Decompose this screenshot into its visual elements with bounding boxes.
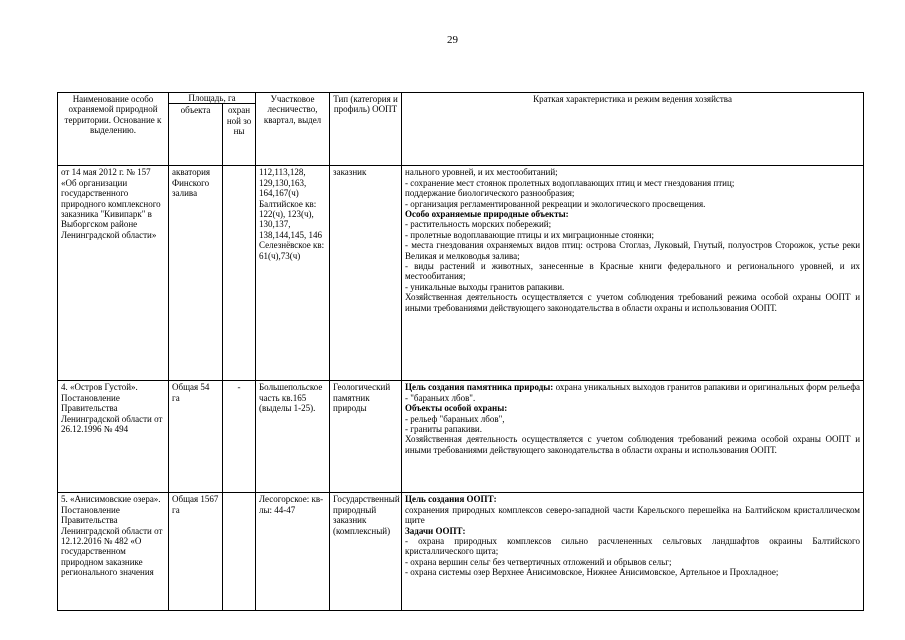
char-line: Хозяйственная деятельность осуществляется с учетом соблюдения требований режима особой охраны ООПТ и иными требованиями действующего законодательства в области охраны и использования ООПТ. bbox=[405, 292, 861, 313]
header-area: Площадь, га bbox=[169, 93, 256, 104]
char-line: Объекты особой охраны: bbox=[405, 403, 508, 414]
char-line: - охрана системы озер Верхнее Анисимовское, Нижнее Анисимовское, Артельное и Прохладное; bbox=[405, 567, 779, 578]
row-characteristics bbox=[402, 166, 864, 381]
row-type: Государственный природный заказник (комплексный) bbox=[330, 493, 402, 611]
row-characteristics bbox=[402, 493, 864, 611]
protected-areas-table bbox=[57, 92, 864, 611]
char-line: - места гнездования охраняемых видов птиц: острова Стоглаз, Луковый, Гнутый, полуостров Сторожок, устье реки Великая и мелководья залива; bbox=[405, 240, 861, 261]
char-line: поддержание биологического разнообразия; bbox=[405, 188, 575, 199]
char-line: - рельеф "бараньих лбов", bbox=[405, 413, 505, 424]
table-row bbox=[58, 166, 864, 381]
char-line: - охрана вершин сельг без четвертичных отложений и обрывов сельг; bbox=[405, 556, 672, 567]
char-line: - виды растений и животных, занесенные в Красные книги федерального и регионального уровней, и их местообитания; bbox=[405, 261, 861, 282]
row-area-protect bbox=[223, 493, 256, 611]
row-type: Геологический памятник природы bbox=[330, 381, 402, 493]
header-area-protect: охранной зоны bbox=[223, 104, 256, 166]
row-area-object: Общая 54 га bbox=[169, 381, 223, 493]
page-number: 29 bbox=[447, 34, 458, 46]
char-line: - уникальные выходы гранитов рапакиви. bbox=[405, 281, 565, 292]
header-type: Тип (категория и профиль) ООПТ bbox=[330, 93, 402, 166]
header-name: Наименование особо охраняемой природной территории. Основание к выделению. bbox=[58, 93, 169, 166]
char-line: сохранения природных комплексов северо-западной части Карельского перешейка на Балтийском кристаллическом щите bbox=[405, 504, 861, 526]
char-line: Цель создания ООПТ: bbox=[405, 494, 497, 505]
char-line: Хозяйственная деятельность осуществляется с учетом соблюдения требований режима особой охраны ООПТ и иными требованиями действующего законодательства в области охраны и использования ООПТ. bbox=[405, 434, 861, 455]
header-characteristics: Краткая характеристика и режим ведения хозяйства bbox=[402, 93, 864, 166]
char-line: Цель создания памятника природы: охрана уникальных выходов гранитов рапакиви и оригинальных форм рельефа - "бараньих лбов". bbox=[405, 382, 861, 403]
char-line: - организация регламентированной рекреации и экологического просвещения. bbox=[405, 198, 706, 209]
header-forest: Участковое лесничество, квартал, выдел bbox=[256, 93, 330, 166]
char-line: - сохранение мест стоянок пролетных водоплавающих птиц и мест гнездования птиц; bbox=[405, 177, 735, 188]
row-characteristics bbox=[402, 381, 864, 493]
header-area-object: объекта bbox=[169, 104, 223, 166]
char-line: - пролетные водоплавающие птицы и их миграционные стоянки; bbox=[405, 229, 654, 240]
char-line: нального уровней, и их местообитаний; bbox=[405, 167, 558, 178]
char-line: - растительность морских побережий; bbox=[405, 219, 552, 230]
row-forest: Лесогорское: кв-лы: 44-47 bbox=[256, 493, 330, 611]
row-area-protect: - bbox=[223, 381, 256, 493]
char-line: Задачи ООПТ: bbox=[405, 525, 466, 536]
char-line: - граниты рапакиви. bbox=[405, 424, 483, 435]
table-row bbox=[58, 493, 864, 611]
row-type: заказник bbox=[330, 166, 402, 381]
row-area-object: акватория Финского залива bbox=[169, 166, 223, 381]
row-forest: 112,113,128, 129,130,163, 164,167(ч) Балтийское кв: 122(ч), 123(ч), 130,137, 138,144,145, 146 Селезнёвское кв: 61(ч),73(ч) bbox=[256, 166, 330, 381]
char-line: Особо охраняемые природные объекты: bbox=[405, 209, 569, 220]
row-name: от 14 мая 2012 г. № 157 «Об организации государственного природного комплексного заказника "Кивипарк" в Выборгском районе Ленинградской области» bbox=[58, 166, 169, 381]
table-header-row bbox=[58, 93, 864, 104]
table-row bbox=[58, 381, 864, 493]
row-area-object: Общая 1567 га bbox=[169, 493, 223, 611]
char-line: - охрана природных комплексов сильно расчлененных сельговых ландшафтов окраины Балтийского кристаллического щита; bbox=[405, 536, 861, 557]
row-area-protect bbox=[223, 166, 256, 381]
row-name: 4. «Остров Густой». Постановление Правительства Ленинградской области от 26.12.1996 № 494 bbox=[58, 381, 169, 493]
row-forest: Большепольское часть кв.165 (выделы 1-25). bbox=[256, 381, 330, 493]
row-name: 5. «Анисимовские озера». Постановление Правительства Ленинградской области от 12.12.2016 № 482 «О государственном природном заказнике регионального значения bbox=[58, 493, 169, 611]
